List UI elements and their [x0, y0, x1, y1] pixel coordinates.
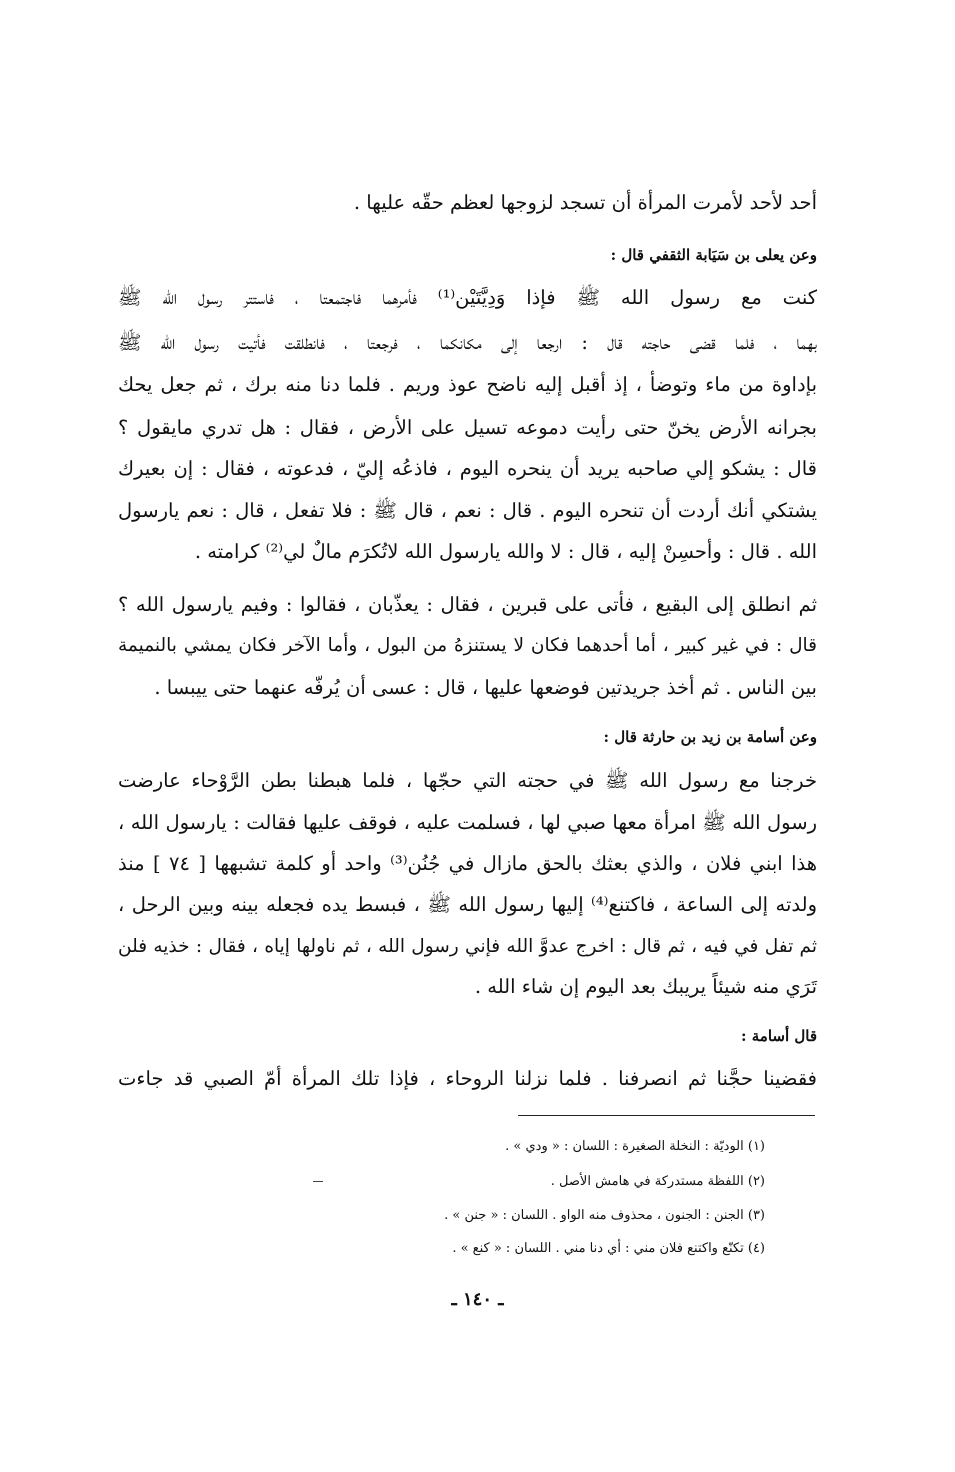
text-line: ثم انطلق إلى البقيع ، فأتى على قبرين ، فقال : يعذّبان ، فقالوا : وفيم يارسول الله ؟ — [118, 593, 817, 616]
text-line: الله . قال : وأحسِنْ إليه ، قال : لا والله يارسول الله لاتُكرَم مالٌ لي⁽²⁾ كرامته . — [194, 540, 817, 563]
section-heading: قال أسامة : — [740, 1027, 817, 1045]
footnote: (١) الوديّة : النخلة الصغيرة : اللسان : « ودي » . — [505, 1139, 765, 1154]
margin-mark — [313, 1181, 323, 1182]
text-line: بين الناس . ثم أخذ جريدتين فوضعها عليها ، قال : عسى أن يُرفّه عنهما حتى ييبسا . — [154, 676, 817, 699]
text-line: هذا ابني فلان ، والذي بعثك بالحق مازال في جُنُن⁽³⁾ واحد أو كلمة تشبهها [ ٧٤ ] منذ — [118, 852, 818, 875]
text-line: بجرانه الأرض يخنّ حتى رأيت دموعه تسيل على الأرض ، فقال : هل تدري مايقول ؟ — [118, 416, 817, 439]
text-line: فقضينا حجَّنا ثم انصرفنا . فلما نزلنا الروحاء ، فإذا تلك المرأة أمّ الصبي قد جاءت — [118, 1067, 817, 1090]
text-line: كنت مع رسول الله ﷺ فإذا وَدِيَّتَيْن⁽¹⁾ فأمرهما فاجتمعتا ، فاستتر رسول الله ﷺ — [118, 286, 817, 309]
footnote-separator — [518, 1115, 815, 1116]
text-line: ولدته إلى الساعة ، فاكتنع⁽⁴⁾ إليها رسول الله ﷺ ، فبسط يده فجعله بينه وبين الرحل ، — [118, 893, 817, 916]
text-line: ثم تفل في فيه ، ثم قال : اخرج عدوَّ الله فإني رسول الله ، ثم ناولها إياه ، فقال : خذيه فلن — [118, 936, 817, 957]
page-number: ـ ١٤٠ ـ — [451, 1289, 504, 1310]
text-line: بإداوة من ماء وتوضأ ، إذ أقبل إليه ناضح عوذ وريم . فلما دنا منه برك ، ثم جعل يحك — [118, 373, 817, 396]
text-line: بهما ، فلما قضى حاجته قال : ارجعا إلى مكانكما ، فرجعتا ، فانطلقت فأتيت رسول الله ﷺ — [118, 331, 817, 354]
section-heading: وعن أسامة بن زيد بن حارثة قال : — [603, 728, 817, 746]
footnote: (٢) اللفظة مستدركة في هامش الأصل . — [550, 1174, 765, 1189]
footnote: (٤) تكنّع واكتنع فلان مني : أي دنا مني . اللسان : « كنع » . — [452, 1241, 765, 1256]
text-line: رسول الله ﷺ امرأة معها صبي لها ، فسلمت عليه ، فوقف عليها فقالت : يارسول الله ، — [118, 811, 817, 834]
text-line: يشتكي أنك أردت أن تنحره اليوم . قال : نعم ، قال ﷺ : فلا تفعل ، قال : نعم يارسول — [118, 499, 817, 522]
text-line: قال : يشكو إلي صاحبه يريد أن ينحره اليوم ، فاذعُه إليّ ، فدعوته ، فقال : إن بعيرك — [118, 457, 817, 480]
text-line: قال : في غير كبير ، أما أحدهما فكان لا يستنزهُ من البول ، وأما الآخر فكان يمشي بالنميمة — [118, 635, 817, 656]
footnote: (٣) الجنن : الجنون ، محذوف منه الواو . اللسان : « جنن » . — [444, 1208, 765, 1223]
text-line: أحد لأحد لأمرت المرأة أن تسجد لزوجها لعظم حقّه عليها . — [353, 191, 817, 214]
section-heading: وعن يعلى بن سَيَابة الثقفي قال : — [610, 246, 817, 264]
text-line: خرجنا مع رسول الله ﷺ في حجته التي حجّها ، فلما هبطنا بطن الرَّوْحاء عارضت — [118, 769, 817, 792]
text-line: تَرَي منه شيئاً يريبك بعد اليوم إن شاء الله . — [474, 975, 817, 998]
